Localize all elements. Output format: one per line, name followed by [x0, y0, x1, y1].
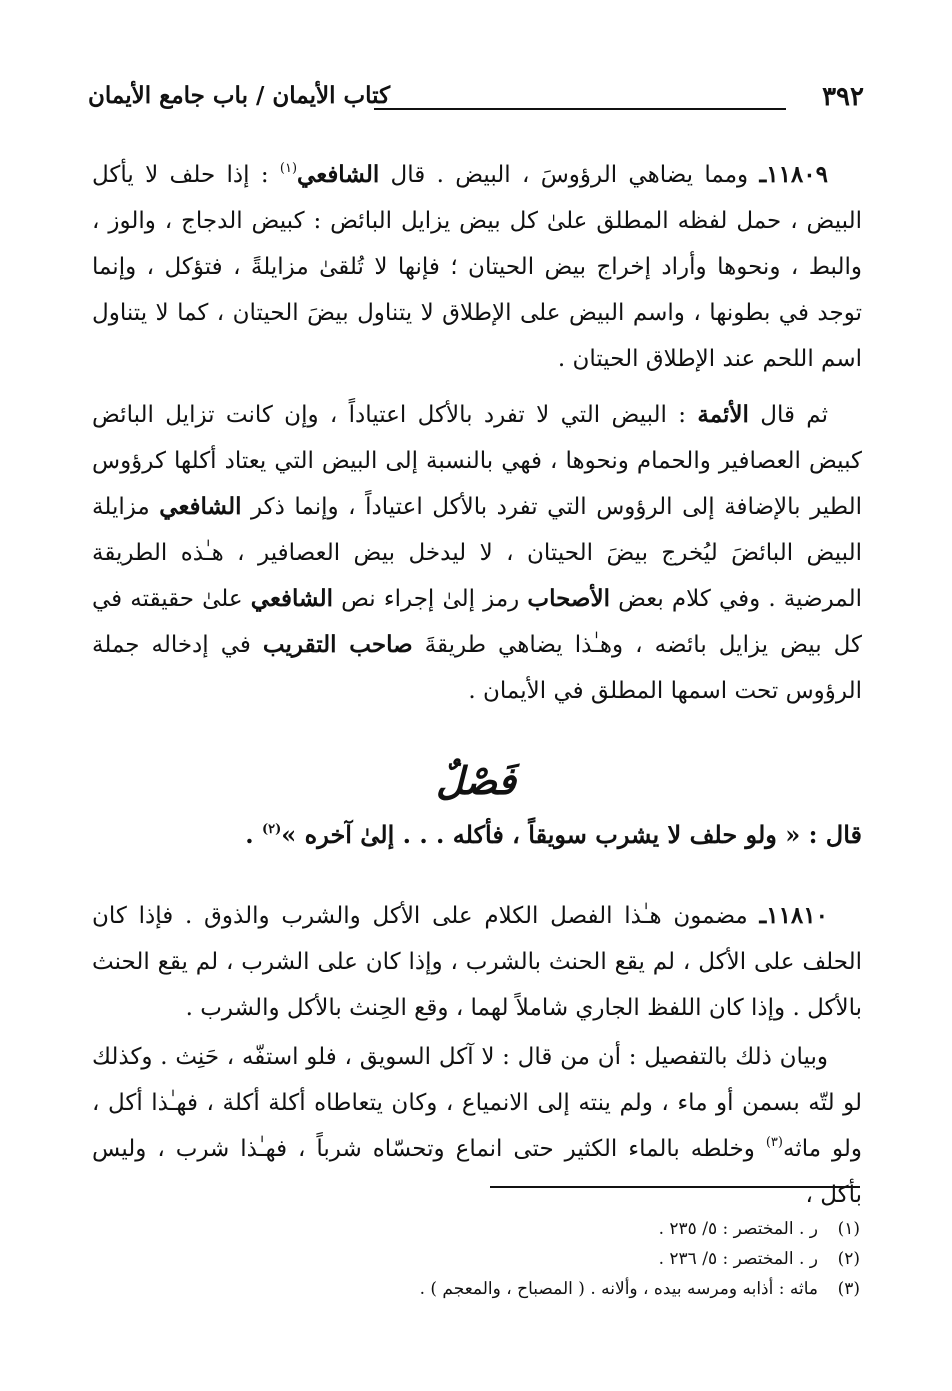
- paragraph-number: ١١٨٠٩ـ: [759, 161, 828, 188]
- footnote-number: (١): [837, 1219, 860, 1239]
- name-ashab: الأصحاب: [527, 585, 610, 612]
- name-aimma: الأئمة: [697, 401, 749, 428]
- paragraph-number: ١١٨١٠ـ: [759, 902, 828, 929]
- footnote-number: (٢): [837, 1249, 860, 1269]
- footnote-2: [90, 1244, 860, 1274]
- footnote-3: [90, 1274, 860, 1304]
- footnote-ref-2[interactable]: (٢): [261, 822, 282, 837]
- footnote-number: (٣): [837, 1279, 860, 1299]
- quoted-matn: قال : « ولو حلف لا يشرب سويقاً ، فأكله . . . إلىٰ آخره »$^{(٢)}$ .: [245, 820, 862, 849]
- name-sahib-taqrib: صاحب التقريب: [262, 631, 413, 658]
- name-shafii: الشافعي: [297, 161, 380, 188]
- name-shafii: الشافعي: [159, 493, 242, 520]
- footnote-text: ماثه : أذابه ومرسه بيده ، وألانه . ( المصباح ، والمعجم ) .: [419, 1279, 818, 1299]
- paragraph-tafsil: وبيان ذلك بالتفصيل : أن من قال : لا آكل السويق ، فلو استفّه ، حَنِث . وكذلك لو لتّه بسمن أو ماء ، ولم ينته إلى الانمياع ، وكان يتعاطاه أكلة أكلة ، فهـٰذا أكل ، ولو ماثه$^{(٣)}$ وخلطه بالماء الكثير حتى انماع وتحسّاه شرباً ، فهـٰذا شرب ، وليس بأكل ،: [92, 1044, 862, 1208]
- name-shafii: الشافعي: [250, 585, 333, 612]
- section-heading-fasl: فَصْلٌ: [436, 758, 516, 803]
- paragraph-aimma: ثم قال الأئمة : البيض التي لا تفرد بالأكل اعتياداً ، وإن كانت تزايل البائض كبيض العصافير والحمام ونحوها ، فهي بالنسبة إلى البيض التي يعتاد أكلها كرؤوس الطير بالإضافة إلى الرؤوس التي تفرد بالأكل اعتياداً ، وإنما ذكر الشافعي مزايلة البيض البائضَ ليُخرج بيضَ الحيتان ، لا ليدخل بيض العصافير ، هـٰذه الطريقة المرضية . وفي كلام بعض الأصحاب رمز إلىٰ إجراء نص الشافعي علىٰ حقيقته في كل بيض يزايل بائضه ، وهـٰذا يضاهي طريقةَ صاحب التقريب في إدخاله جملة الرؤوس تحت اسمها المطلق في الأيمان .: [92, 401, 863, 704]
- footnote-ref-1[interactable]: (١): [279, 161, 298, 176]
- paragraph-11810: ١١٨١٠ـ مضمون هـٰذا الفصل الكلام على الأكل والشرب والذوق . فإذا كان الحلف على الأكل ، لم يقع الحنث بالشرب ، وإذا كان على الشرب ، لم يقع الحنث بالأكل . وإذا كان اللفظ الجاري شاملاً لهما ، وقع الحِنث بالأكل والشرب .: [92, 902, 862, 1021]
- header-rule: [374, 108, 786, 110]
- footnote-1: [90, 1214, 860, 1244]
- footnote-text: ر . المختصر : ٥/ ٢٣٦ .: [658, 1249, 818, 1269]
- footnote-text: ر . المختصر : ٥/ ٢٣٥ .: [658, 1219, 818, 1239]
- header-title: كتاب الأيمان / باب جامع الأيمان: [88, 82, 391, 109]
- footnotes: [90, 1214, 860, 1304]
- footnote-ref-3[interactable]: (٣): [765, 1135, 783, 1150]
- paragraph-11809: ١١٨٠٩ـ ومما يضاهي الرؤوسَ ، البيض . قال الشافعي$^{(١)}$ : إذا حلف لا يأكل البيض ، حمل لفظه المطلق علىٰ كل بيض يزايل البائض : كبيض الدجاج ، والوز ، والبط ، ونحوها وأراد إخراج بيض الحيتان ؛ فإنها لا تُلقىٰ مزايلةً ، فتؤكل ، وإنما توجد في بطونها ، واسم البيض على الإطلاق لا يتناول بيضَ الحيتان ، كما لا يتناول اسم اللحم عند الإطلاق الحيتان .: [92, 161, 862, 372]
- page-number: ٣٩٢: [822, 82, 864, 112]
- footnote-rule: [490, 1186, 860, 1188]
- running-header: [88, 82, 864, 122]
